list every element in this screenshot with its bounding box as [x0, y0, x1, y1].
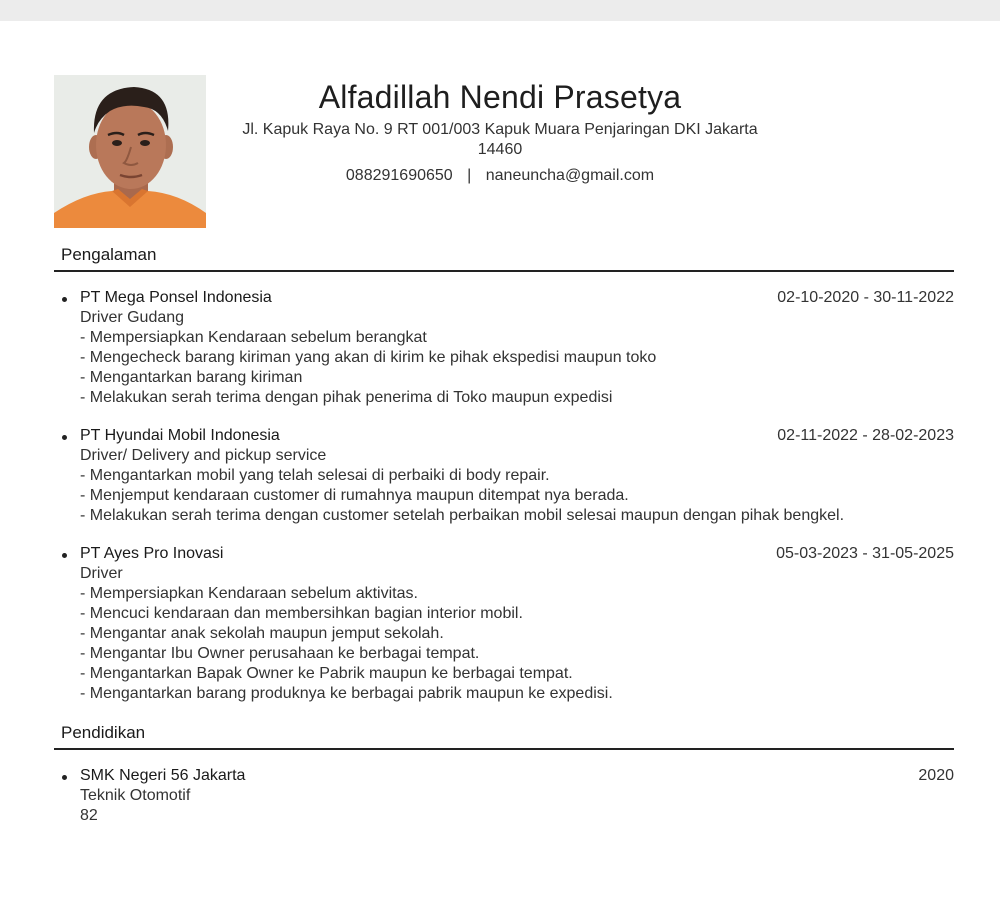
major: Teknik Otomotif	[80, 787, 191, 804]
job-role: Driver/ Delivery and pickup service	[80, 447, 327, 464]
job-detail: - Mengantar anak sekolah maupun jemput sekolah.	[80, 625, 444, 642]
browser-top-bar	[0, 0, 1000, 21]
job-detail: - Mencuci kendaraan dan membersihkan bagian interior mobil.	[80, 605, 523, 622]
resume-header	[230, 76, 770, 186]
job-detail: - Menjemput kendaraan customer di rumahnya maupun ditempat nya berada.	[80, 487, 629, 504]
job-detail: - Mengantarkan barang kiriman	[80, 369, 303, 386]
job-detail: - Mempersiapkan Kendaraan sebelum aktivitas.	[80, 585, 418, 602]
education-heading: Pendidikan	[54, 722, 954, 750]
experience-section	[54, 244, 954, 704]
company-name: PT Mega Ponsel Indonesia	[80, 289, 272, 306]
school-name: SMK Negeri 56 Jakarta	[80, 767, 246, 784]
address: Jl. Kapuk Raya No. 9 RT 001/003 Kapuk Muara Penjaringan DKI Jakarta 14460	[242, 121, 758, 158]
job-detail: - Mempersiapkan Kendaraan sebelum berangkat	[80, 329, 427, 346]
entry-dates: 05-03-2023 - 31-05-2025	[776, 545, 954, 562]
phone-number: 088291690650	[345, 167, 453, 184]
experience-entry	[54, 426, 954, 526]
job-detail: - Melakukan serah terima dengan customer setelah perbaikan mobil selesai maupun dengan pihak bengkel.	[80, 507, 845, 524]
job-detail: - Mengantarkan barang produknya ke berbagai pabrik maupun ke expedisi.	[80, 685, 613, 702]
email-address: naneuncha@gmail.com	[485, 167, 655, 184]
job-detail: - Mengantarkan mobil yang telah selesai di perbaiki di body repair.	[80, 467, 550, 484]
experience-heading: Pengalaman	[54, 244, 954, 272]
job-detail: - Melakukan serah terima dengan pihak penerima di Toko maupun expedisi	[80, 389, 613, 406]
company-name: PT Hyundai Mobil Indonesia	[80, 427, 280, 444]
profile-photo	[54, 75, 206, 228]
contact-separator: |	[467, 167, 472, 184]
company-name: PT Ayes Pro Inovasi	[80, 545, 224, 562]
graduation-year: 2020	[918, 767, 954, 784]
person-portrait-icon	[54, 75, 206, 228]
job-detail: - Mengantar Ibu Owner perusahaan ke berbagai tempat.	[80, 645, 480, 662]
job-role: Driver	[80, 565, 123, 582]
experience-entry	[54, 288, 954, 408]
entry-header	[80, 426, 954, 446]
entry-dates: 02-11-2022 - 28-02-2023	[777, 427, 954, 444]
job-detail: - Mengantarkan Bapak Owner ke Pabrik maupun ke berbagai tempat.	[80, 665, 573, 682]
job-role: Driver Gudang	[80, 309, 185, 326]
entry-dates: 02-10-2020 - 30-11-2022	[777, 289, 954, 306]
experience-entry	[54, 544, 954, 704]
entry-header	[80, 544, 954, 564]
entry-header	[80, 766, 954, 786]
full-name: Alfadillah Nendi Prasetya	[318, 79, 682, 115]
entry-header	[80, 288, 954, 308]
education-entry	[54, 766, 954, 826]
contact-line	[230, 166, 770, 186]
job-detail: - Mengecheck barang kiriman yang akan di kirim ke pihak ekspedisi maupun toko	[80, 349, 657, 366]
final-score: 82	[80, 807, 98, 824]
education-section	[54, 722, 954, 826]
